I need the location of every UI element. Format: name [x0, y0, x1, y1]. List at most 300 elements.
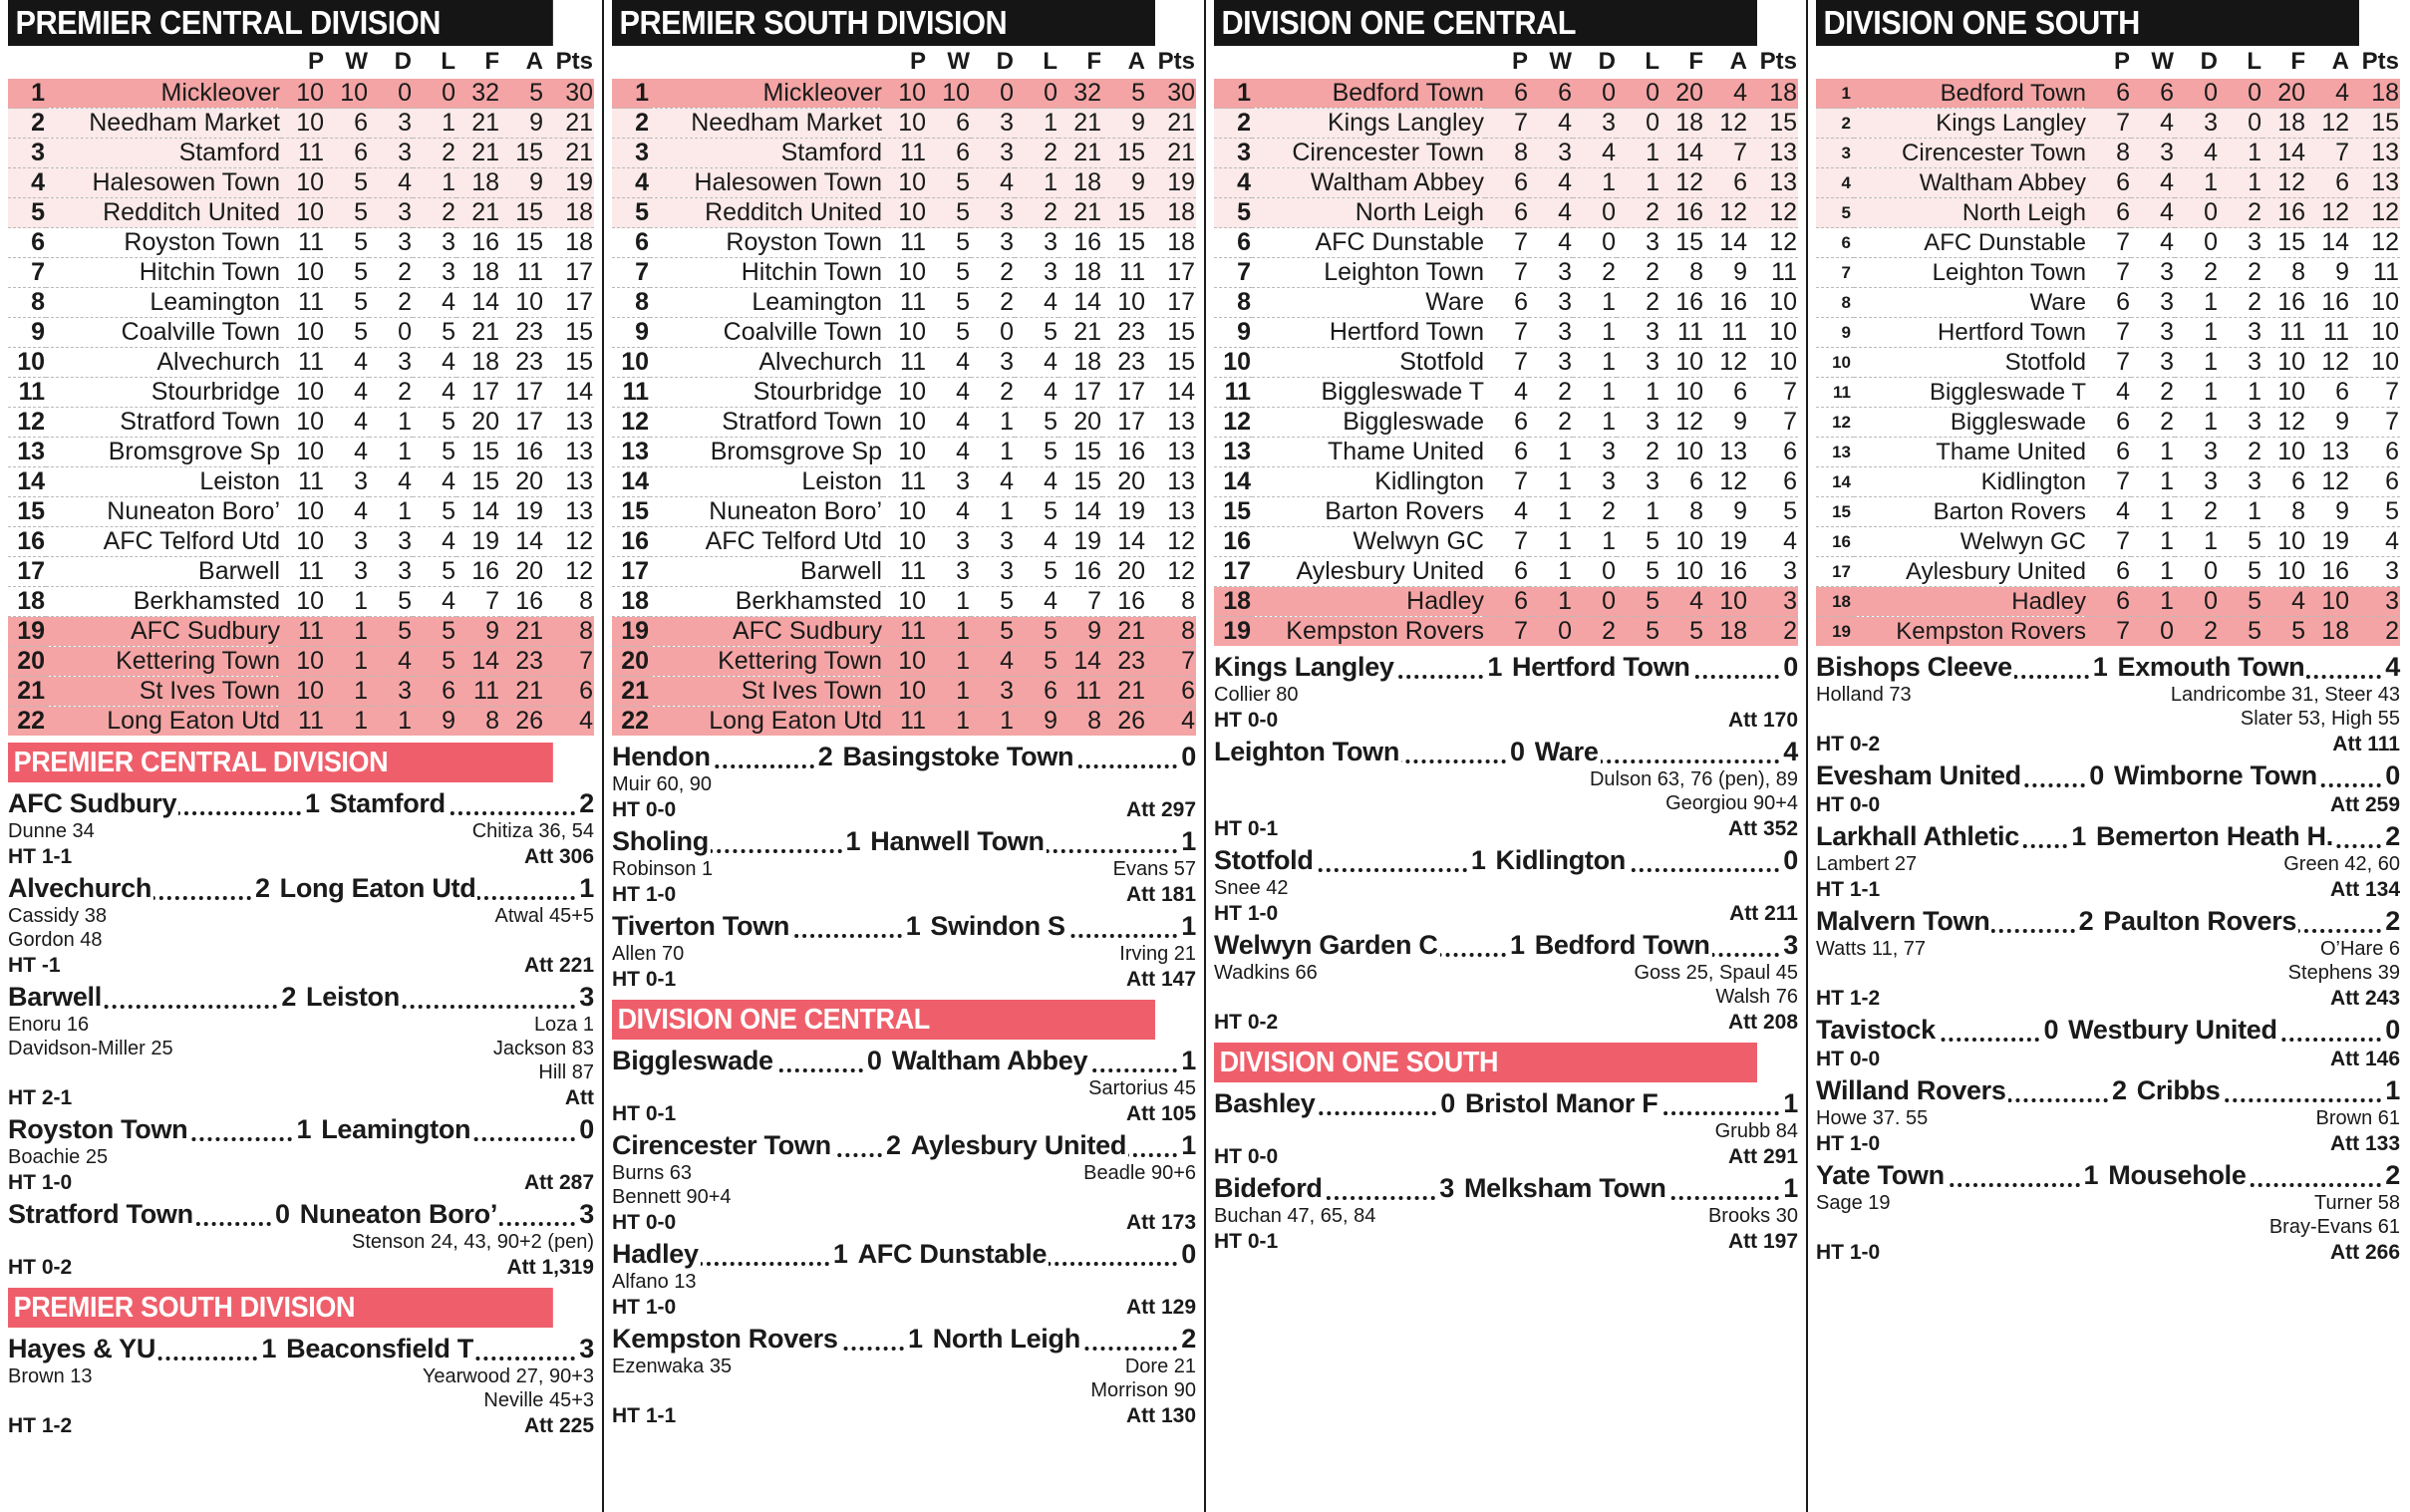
stat-d: 3 — [2175, 438, 2219, 467]
stat-f: 8 — [2262, 497, 2306, 527]
row-position: 7 — [8, 258, 46, 288]
row-position: 15 — [8, 497, 46, 527]
stat-pts: 10 — [1748, 348, 1798, 378]
stat-p: 8 — [2087, 139, 2131, 168]
header-team — [46, 46, 281, 79]
halftime-score: HT 0-0 — [612, 798, 677, 821]
table-row — [8, 228, 594, 258]
home-team-name: Hayes & YU — [8, 1334, 156, 1363]
row-position: 8 — [1214, 288, 1252, 318]
stat-p: 7 — [2087, 617, 2131, 647]
away-team — [933, 1323, 1178, 1355]
stat-a: 14 — [2306, 228, 2350, 258]
stat-a: 23 — [500, 318, 544, 348]
stat-d: 1 — [971, 408, 1015, 438]
row-position: 5 — [1816, 198, 1854, 228]
stat-w: 4 — [927, 348, 971, 378]
stat-f: 7 — [1058, 587, 1102, 617]
match-result — [612, 741, 1196, 823]
halftime-score: HT 1-2 — [8, 1414, 73, 1437]
stat-w: 2 — [2131, 378, 2175, 408]
stat-l: 5 — [2219, 557, 2262, 587]
stat-l: 5 — [1015, 557, 1058, 587]
away-score: 1 — [2385, 1075, 2400, 1105]
row-position: 12 — [1214, 408, 1252, 438]
table-row — [1816, 168, 2400, 198]
stat-l: 5 — [413, 318, 456, 348]
away-team-name: Kidlington — [1495, 845, 1627, 875]
away-team-name: Paulton Rovers — [2103, 906, 2297, 936]
home-scorer: Wadkins 66 — [1214, 962, 1318, 984]
stat-l: 9 — [413, 707, 456, 737]
stat-l: 6 — [1015, 677, 1058, 707]
away-team-name: Basingstoke Town — [842, 742, 1074, 771]
team-name: Coalville Town — [650, 318, 883, 348]
stat-l: 4 — [413, 527, 456, 557]
stat-d: 1 — [1573, 318, 1617, 348]
stat-f: 18 — [456, 348, 500, 378]
stat-p: 10 — [281, 647, 325, 677]
home-team-name: Royston Town — [8, 1114, 188, 1144]
stat-l: 3 — [2219, 228, 2262, 258]
scorer-line — [1214, 961, 1798, 985]
table-row — [1816, 497, 2400, 527]
stat-l: 3 — [1617, 318, 1660, 348]
stat-a: 11 — [1704, 318, 1748, 348]
home-team-name: Bideford — [1214, 1173, 1323, 1203]
stat-p: 6 — [1485, 168, 1529, 198]
stat-a: 16 — [2306, 557, 2350, 587]
row-position: 12 — [612, 408, 650, 438]
row-position: 15 — [1816, 497, 1854, 527]
table-row — [1214, 168, 1798, 198]
stat-f: 15 — [1660, 228, 1704, 258]
away-team-name: Leiston — [306, 982, 400, 1012]
team-name: Royston Town — [650, 228, 883, 258]
stat-a: 16 — [1102, 587, 1146, 617]
scorer-line — [1214, 791, 1798, 815]
scorer-line — [8, 1388, 594, 1412]
match-result — [612, 1238, 1196, 1321]
home-team-name: Malvern Town — [1816, 906, 1990, 936]
stat-a: 9 — [1704, 497, 1748, 527]
stat-a: 9 — [2306, 408, 2350, 438]
table-row — [612, 497, 1196, 527]
row-position: 17 — [1816, 557, 1854, 587]
stat-pts: 6 — [1748, 467, 1798, 497]
match-result — [1816, 651, 2400, 757]
stat-l: 0 — [2219, 109, 2262, 139]
home-score: 0 — [866, 1046, 882, 1075]
away-score: 0 — [1783, 845, 1798, 875]
scorer-line — [612, 1378, 1196, 1402]
table-row — [1816, 348, 2400, 378]
attendance: Att — [564, 1086, 594, 1109]
stat-f: 16 — [1660, 198, 1704, 228]
table-row — [1214, 408, 1798, 438]
stat-l: 3 — [2219, 348, 2262, 378]
team-name: AFC Sudbury — [650, 617, 883, 647]
halftime-attendance-line — [1816, 1047, 2400, 1072]
stat-f: 19 — [456, 527, 500, 557]
stat-p: 10 — [281, 677, 325, 707]
home-score: 2 — [817, 742, 833, 771]
stat-w: 4 — [927, 497, 971, 527]
away-team-name: Exmouth Town — [2117, 652, 2305, 682]
away-team-name: Hanwell Town — [870, 826, 1045, 856]
stat-pts: 13 — [544, 438, 594, 467]
home-team — [612, 825, 842, 857]
away-scorer: Yearwood 27, 90+3 — [422, 1365, 594, 1387]
stat-p: 11 — [883, 139, 927, 168]
attendance: Att 146 — [2329, 1048, 2400, 1070]
stat-l: 5 — [2219, 527, 2262, 557]
team-name: Hadley — [1252, 587, 1485, 617]
away-team — [1496, 844, 1780, 876]
scorer-line — [8, 1013, 594, 1037]
table-row — [612, 527, 1196, 557]
row-position: 9 — [1816, 318, 1854, 348]
stat-f: 4 — [2262, 587, 2306, 617]
scorer-line — [1816, 961, 2400, 985]
row-position: 19 — [1816, 617, 1854, 647]
stat-w: 1 — [927, 647, 971, 677]
home-score: 1 — [908, 1324, 923, 1354]
table-row — [612, 467, 1196, 497]
scorer-line — [1816, 1191, 2400, 1215]
table-header-row — [8, 46, 594, 79]
stat-d: 1 — [1573, 348, 1617, 378]
away-team-name: Bristol Manor F — [1464, 1088, 1658, 1118]
match-score-line — [1214, 929, 1798, 961]
stat-f: 16 — [1058, 228, 1102, 258]
away-scorer: Green 42, 60 — [2283, 853, 2400, 875]
row-position: 19 — [612, 617, 650, 647]
stat-pts: 11 — [2350, 258, 2400, 288]
table-row — [8, 647, 594, 677]
home-team — [1214, 929, 1506, 961]
table-row — [1214, 348, 1798, 378]
team-name: Nuneaton Boro’ — [46, 497, 281, 527]
stat-l: 5 — [413, 408, 456, 438]
stat-l: 2 — [2219, 288, 2262, 318]
stat-a: 14 — [1102, 527, 1146, 557]
stat-l: 4 — [1015, 467, 1058, 497]
stat-f: 5 — [2262, 617, 2306, 647]
row-position: 10 — [612, 348, 650, 378]
column-header-w: W — [947, 48, 970, 75]
column-header-a: A — [1729, 48, 1747, 75]
stat-f: 20 — [1058, 408, 1102, 438]
home-team — [1214, 1172, 1435, 1204]
stat-p: 10 — [883, 527, 927, 557]
attendance: Att 221 — [523, 954, 594, 977]
halftime-score: HT 1-1 — [612, 1404, 677, 1427]
attendance: Att 147 — [1125, 968, 1196, 991]
away-team — [892, 1045, 1178, 1076]
stat-d: 1 — [2175, 168, 2219, 198]
row-position: 7 — [1816, 258, 1854, 288]
table-row — [612, 647, 1196, 677]
away-scorer: Neville 45+3 — [483, 1389, 594, 1411]
home-team — [8, 872, 251, 904]
attendance: Att 105 — [1125, 1102, 1196, 1125]
stat-a: 16 — [1704, 288, 1748, 318]
stat-l: 5 — [1015, 617, 1058, 647]
table-row — [1214, 497, 1798, 527]
team-name: Barton Rovers — [1854, 497, 2087, 527]
stat-f: 18 — [456, 258, 500, 288]
team-name: Kempston Rovers — [1252, 617, 1485, 647]
stat-p: 6 — [1485, 79, 1529, 109]
home-score: 2 — [886, 1130, 901, 1160]
away-scorer: Chitiza 36, 54 — [471, 820, 594, 842]
halftime-attendance-line — [1214, 708, 1798, 734]
team-name: Kings Langley — [1252, 109, 1485, 139]
away-team — [2068, 1014, 2381, 1046]
stat-l: 5 — [1617, 557, 1660, 587]
row-position: 2 — [1214, 109, 1252, 139]
team-name: Biggleswade — [1854, 408, 2087, 438]
row-position: 15 — [1214, 497, 1252, 527]
stat-pts: 7 — [1748, 408, 1798, 438]
stat-pts: 4 — [544, 707, 594, 737]
stat-d: 3 — [369, 677, 413, 707]
stat-f: 11 — [1660, 318, 1704, 348]
away-score: 2 — [579, 788, 594, 818]
stat-f: 14 — [456, 288, 500, 318]
halftime-score: HT 0-1 — [1214, 1230, 1279, 1253]
stat-a: 6 — [2306, 378, 2350, 408]
table-row — [8, 617, 594, 647]
stat-l: 3 — [1015, 228, 1058, 258]
halftime-score: HT 1-0 — [1214, 902, 1279, 925]
stat-l: 4 — [413, 587, 456, 617]
stat-p: 10 — [281, 109, 325, 139]
attendance: Att 197 — [1727, 1230, 1798, 1253]
away-score: 1 — [1181, 1130, 1197, 1160]
stat-p: 11 — [281, 228, 325, 258]
home-team-name: Stotfold — [1214, 845, 1314, 875]
stat-pts: 6 — [2350, 438, 2400, 467]
team-name: Aylesbury United — [1252, 557, 1485, 587]
results-column-4 — [1806, 0, 2408, 1512]
stat-a: 11 — [1102, 258, 1146, 288]
stat-a: 15 — [500, 139, 544, 168]
halftime-attendance-line — [1214, 1010, 1798, 1036]
team-name: Stourbridge — [46, 378, 281, 408]
column-header-f: F — [2290, 48, 2305, 75]
match-score-line — [8, 1113, 594, 1145]
stat-pts: 30 — [1146, 79, 1196, 109]
stat-w: 2 — [2131, 408, 2175, 438]
match-result — [1816, 1074, 2400, 1157]
stat-w: 1 — [2131, 438, 2175, 467]
away-scorer: Sartorius 45 — [1088, 1077, 1196, 1099]
team-name: Hitchin Town — [46, 258, 281, 288]
table-row — [1816, 198, 2400, 228]
team-name: Kidlington — [1854, 467, 2087, 497]
stat-a: 10 — [500, 288, 544, 318]
match-result — [1816, 759, 2400, 818]
match-result — [8, 872, 594, 979]
away-score: 1 — [1181, 911, 1196, 941]
home-score: 1 — [1470, 845, 1486, 875]
header-pos — [1214, 46, 1252, 79]
home-score: 0 — [1510, 737, 1525, 766]
match-result — [8, 1198, 594, 1281]
stat-l: 1 — [1015, 109, 1058, 139]
stat-a: 9 — [1704, 408, 1748, 438]
team-name: Hertford Town — [1252, 318, 1485, 348]
row-position: 14 — [8, 467, 46, 497]
home-team — [1816, 759, 2085, 791]
halftime-attendance-line — [1816, 986, 2400, 1012]
stat-d: 1 — [971, 707, 1015, 737]
row-position: 12 — [8, 408, 46, 438]
stat-pts: 6 — [2350, 467, 2400, 497]
stat-d: 2 — [971, 258, 1015, 288]
away-score: 1 — [1181, 826, 1197, 856]
halftime-attendance-line — [612, 1210, 1196, 1236]
home-scorer: Alfano 13 — [612, 1271, 697, 1293]
match-result — [1816, 820, 2400, 903]
match-result — [1214, 1172, 1798, 1255]
team-name: Redditch United — [46, 198, 281, 228]
away-scorer: Stephens 39 — [2287, 962, 2400, 984]
stat-f: 8 — [456, 707, 500, 737]
stat-l: 0 — [1015, 79, 1058, 109]
stat-f: 14 — [2262, 139, 2306, 168]
away-team-name: Wimborne Town — [2114, 760, 2317, 790]
away-score: 3 — [579, 1199, 595, 1229]
home-team — [612, 1323, 904, 1355]
stat-w: 3 — [325, 467, 369, 497]
home-team-name: AFC Sudbury — [8, 788, 177, 818]
stat-a: 9 — [2306, 497, 2350, 527]
home-team — [1214, 736, 1506, 767]
stat-pts: 7 — [1146, 647, 1196, 677]
stat-d: 0 — [2175, 198, 2219, 228]
stat-l: 1 — [1617, 168, 1660, 198]
table-row — [1214, 288, 1798, 318]
scorer-line — [8, 819, 594, 843]
table-row — [1214, 617, 1798, 647]
home-score: 2 — [254, 873, 270, 903]
halftime-attendance-line — [1816, 732, 2400, 757]
stat-pts: 4 — [1146, 707, 1196, 737]
row-position: 9 — [1214, 318, 1252, 348]
stat-d: 1 — [1573, 378, 1617, 408]
stat-l: 5 — [1617, 527, 1660, 557]
stat-pts: 18 — [544, 228, 594, 258]
stat-p: 10 — [281, 258, 325, 288]
row-position: 15 — [612, 497, 650, 527]
column-header-a: A — [2331, 48, 2349, 75]
column-header-f: F — [1688, 48, 1703, 75]
team-name: Waltham Abbey — [1854, 168, 2087, 198]
row-position: 18 — [1214, 587, 1252, 617]
stat-a: 21 — [500, 617, 544, 647]
home-team — [1816, 651, 2089, 683]
stat-l: 5 — [1015, 408, 1058, 438]
stat-f: 21 — [1058, 318, 1102, 348]
halftime-attendance-line — [612, 967, 1196, 993]
stat-l: 4 — [413, 378, 456, 408]
table-header-row — [612, 46, 1196, 79]
match-result — [8, 787, 594, 870]
away-team — [2114, 759, 2381, 791]
halftime-attendance-line — [612, 1295, 1196, 1321]
halftime-score: HT 1-0 — [612, 883, 677, 906]
stat-pts: 19 — [544, 168, 594, 198]
row-position: 17 — [8, 557, 46, 587]
halftime-score: HT 0-0 — [1816, 1048, 1881, 1070]
team-name: Nuneaton Boro’ — [650, 497, 883, 527]
stat-p: 11 — [883, 228, 927, 258]
home-score: 1 — [832, 1239, 848, 1269]
table-row — [1816, 109, 2400, 139]
column-header-l: L — [2247, 48, 2261, 75]
table-row — [8, 288, 594, 318]
match-result — [8, 1113, 594, 1196]
away-score: 0 — [1181, 742, 1197, 771]
stat-l: 0 — [2219, 79, 2262, 109]
stat-d: 3 — [369, 139, 413, 168]
team-name: Biggleswade T — [1854, 378, 2087, 408]
stat-w: 2 — [1529, 378, 1573, 408]
stat-d: 1 — [2175, 318, 2219, 348]
stat-d: 1 — [971, 497, 1015, 527]
away-team — [286, 1333, 575, 1364]
stat-p: 11 — [883, 348, 927, 378]
away-team-name: Mousehole — [2108, 1160, 2247, 1190]
halftime-attendance-line — [612, 882, 1196, 908]
team-name: Kings Langley — [1854, 109, 2087, 139]
stat-f: 17 — [456, 378, 500, 408]
stat-pts: 17 — [544, 258, 594, 288]
home-team — [1214, 844, 1467, 876]
stat-pts: 21 — [544, 109, 594, 139]
stat-l: 5 — [413, 497, 456, 527]
stat-p: 11 — [883, 288, 927, 318]
stat-f: 20 — [2262, 79, 2306, 109]
away-scorer: Morrison 90 — [1090, 1379, 1196, 1401]
team-name: Thame United — [1854, 438, 2087, 467]
league-table — [1214, 46, 1798, 646]
stat-w: 1 — [325, 587, 369, 617]
stat-l: 1 — [413, 109, 456, 139]
row-position: 16 — [612, 527, 650, 557]
stat-w: 1 — [1529, 587, 1573, 617]
table-row — [8, 527, 594, 557]
stat-l: 1 — [413, 168, 456, 198]
away-score: 3 — [579, 1334, 595, 1363]
stat-f: 14 — [1058, 497, 1102, 527]
stat-f: 12 — [2262, 408, 2306, 438]
stat-a: 6 — [1704, 168, 1748, 198]
row-position: 16 — [8, 527, 46, 557]
team-name: Long Eaton Utd — [650, 707, 883, 737]
stat-w: 4 — [2131, 168, 2175, 198]
away-score: 0 — [2385, 1015, 2401, 1045]
away-team — [930, 910, 1177, 942]
stat-w: 0 — [1529, 617, 1573, 647]
stat-d: 4 — [369, 168, 413, 198]
stat-p: 11 — [281, 557, 325, 587]
stat-f: 21 — [456, 139, 500, 168]
scorer-line — [8, 1230, 594, 1254]
